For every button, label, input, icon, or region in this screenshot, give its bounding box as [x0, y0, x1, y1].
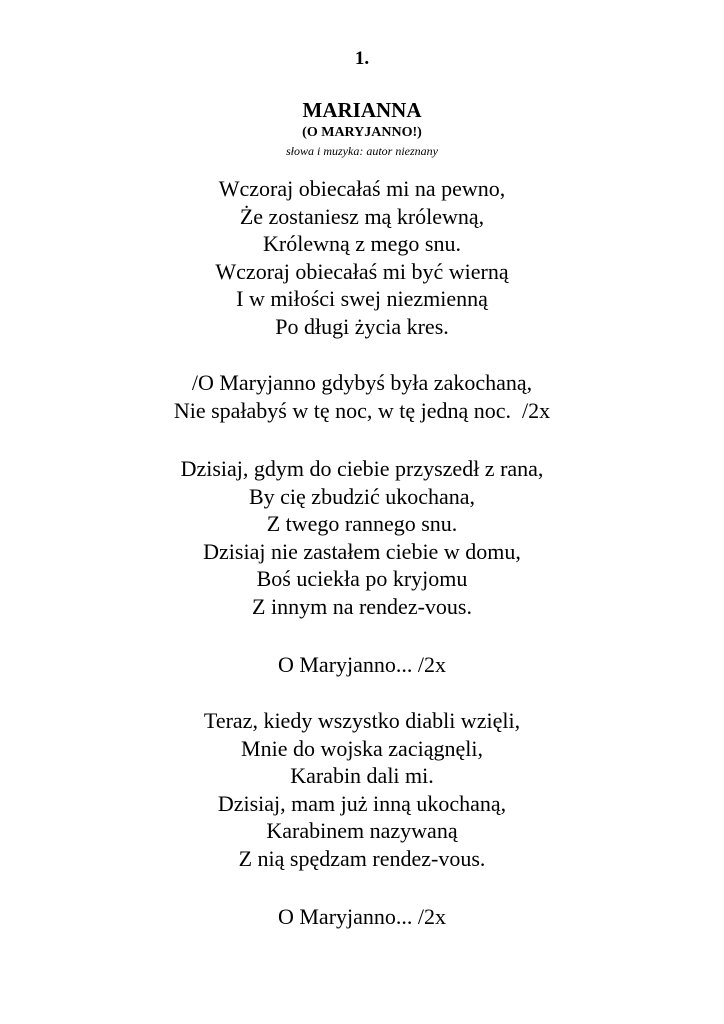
verse-line: Po długi życia kres.	[275, 313, 449, 339]
verse-line: Dzisiaj, mam już inną ukochaną,	[217, 790, 507, 816]
verse-line: Z nią spędzam rendez-vous.	[238, 845, 486, 871]
verse-line: Królewną z mego snu.	[263, 231, 461, 256]
chorus-line: Nie spałabyś w tę noc, w tę jedną noc. /2x	[173, 397, 551, 423]
verse-line: Wczoraj obiecałaś mi na pewno,	[218, 176, 506, 201]
chorus-repeat	[0, 651, 724, 679]
verse-line: Dzisiaj, gdym do ciebie przyszedł z rana,	[180, 456, 544, 481]
verse-line: Boś uciekła po kryjomu	[256, 566, 468, 591]
chorus-line: O Maryjanno... /2x	[277, 904, 447, 929]
verse-2	[0, 455, 724, 620]
verse-line: Że zostaniesz mą królewną,	[239, 203, 485, 229]
verse-line: Teraz, kiedy wszystko diabli wzięli,	[203, 708, 521, 733]
verse-line: By cię zbudzić ukochana,	[248, 483, 475, 509]
song-number: 1.	[354, 48, 370, 69]
chorus-line: /O Maryjanno gdybyś była zakochaną,	[191, 370, 533, 395]
song-credits: słowa i muzyka: autor nieznany	[286, 144, 438, 158]
verse-line: Dzisiaj nie zastałem ciebie w domu,	[203, 538, 521, 564]
chorus-line: O Maryjanno... /2x	[277, 652, 447, 677]
song-subtitle: (O MARYJANNO!)	[302, 125, 422, 140]
verse-line: I w miłości swej niezmienną	[236, 286, 488, 311]
song-title: MARIANNA	[302, 98, 422, 122]
chorus-repeat	[0, 903, 724, 931]
chorus	[0, 369, 724, 424]
verse-line: Z innym na rendez-vous.	[252, 593, 472, 619]
verse-line: Karabin dali mi.	[290, 763, 434, 788]
verse-line: Karabinem nazywaną	[266, 818, 458, 843]
verse-line: Mnie do wojska zaciągnęli,	[241, 735, 483, 761]
verse-3	[0, 707, 724, 872]
verse-1	[0, 175, 724, 340]
verse-line: Wczoraj obiecałaś mi być wierną	[215, 258, 509, 284]
verse-line: Z twego rannego snu.	[266, 511, 458, 536]
